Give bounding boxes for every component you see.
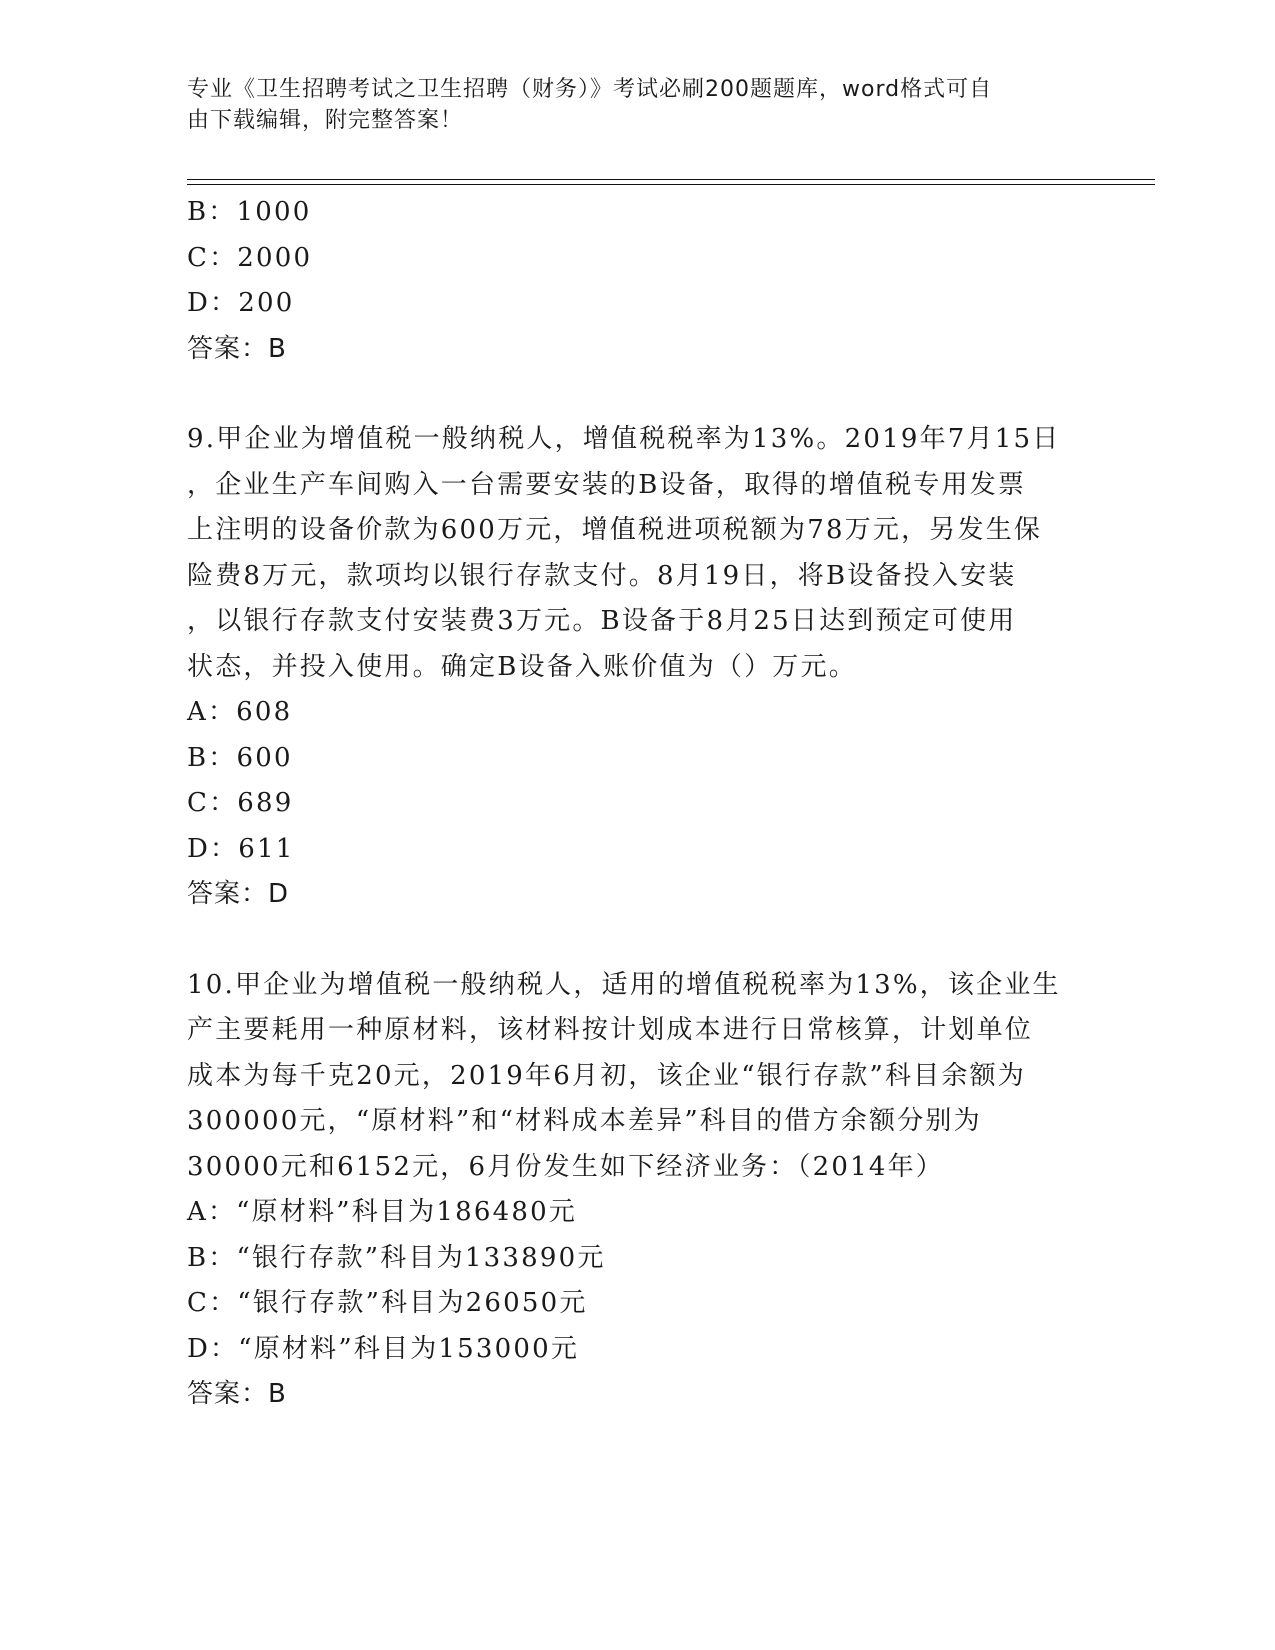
q10-option-d: D：“原材料”科目为153000元 <box>187 1333 580 1364</box>
q8-option-b: B：1000 <box>187 197 312 227</box>
spacer <box>187 918 1087 963</box>
q8-answer: 答案：B <box>187 333 287 364</box>
q10-stem-line: 300000元，“原材料”和“材料成本差异”科目的借方余额分别为 <box>187 1106 982 1136</box>
header-divider <box>187 179 1155 185</box>
q9-option-c: C：689 <box>187 788 294 818</box>
q10-stem-line: 产主要耗用一种原材料，该材料按计划成本进行日常核算，计划单位 <box>187 1015 1034 1045</box>
q10-stem-line: 10.甲企业为增值税一般纳税人，适用的增值税税率为13%，该企业生 <box>187 969 1061 1000</box>
q9-stem-line: ，以银行存款支付安装费3万元。B设备于8月25日达到预定可使用 <box>187 606 1017 636</box>
q9-option-d: D：611 <box>187 833 295 864</box>
header-line-2: 由下载编辑，附完整答案！ <box>187 108 464 133</box>
q9-option-a: A：608 <box>187 697 293 727</box>
question-9 <box>187 417 1087 918</box>
q10-option-a: A：“原材料”科目为186480元 <box>187 1197 578 1227</box>
q8-option-d: D：200 <box>187 288 295 318</box>
q10-option-c: C：“银行存款”科目为26050元 <box>187 1288 588 1318</box>
q9-stem-line: 上注明的设备价款为600万元，增值税进项税额为78万元，另发生保 <box>187 515 1043 545</box>
q9-stem-line: 险费8万元，款项均以银行存款支付。8月19日，将B设备投入安装 <box>187 560 1017 591</box>
q10-answer: 答案：B <box>187 1379 287 1409</box>
q9-option-b: B：600 <box>187 742 293 773</box>
q9-stem-line: ，企业生产车间购入一台需要安装的B设备，取得的增值税专用发票 <box>187 469 1027 500</box>
q8-option-c: C：2000 <box>187 242 313 273</box>
q9-answer: 答案：D <box>187 879 290 909</box>
q10-option-b: B：“银行存款”科目为133890元 <box>187 1242 606 1273</box>
question-8-tail <box>187 190 1087 372</box>
q10-stem-line: 30000元和6152元，6月份发生如下经济业务：（2014年） <box>187 1151 944 1182</box>
q9-stem-line: 状态，并投入使用。确定B设备入账价值为（）万元。 <box>187 651 857 682</box>
q9-stem-line: 9.甲企业为增值税一般纳税人，增值税税率为13%。2019年7月15日 <box>187 424 1061 454</box>
document-body <box>187 190 1087 1418</box>
spacer <box>187 372 1087 417</box>
q10-stem-line: 成本为每千克20元，2019年6月初，该企业“银行存款”科目余额为 <box>187 1060 1026 1091</box>
question-10 <box>187 963 1087 1418</box>
document-header <box>187 74 1087 136</box>
header-line-1: 专业《卫生招聘考试之卫生招聘（财务）》考试必刷200题题库，word格式可自 <box>187 77 993 102</box>
